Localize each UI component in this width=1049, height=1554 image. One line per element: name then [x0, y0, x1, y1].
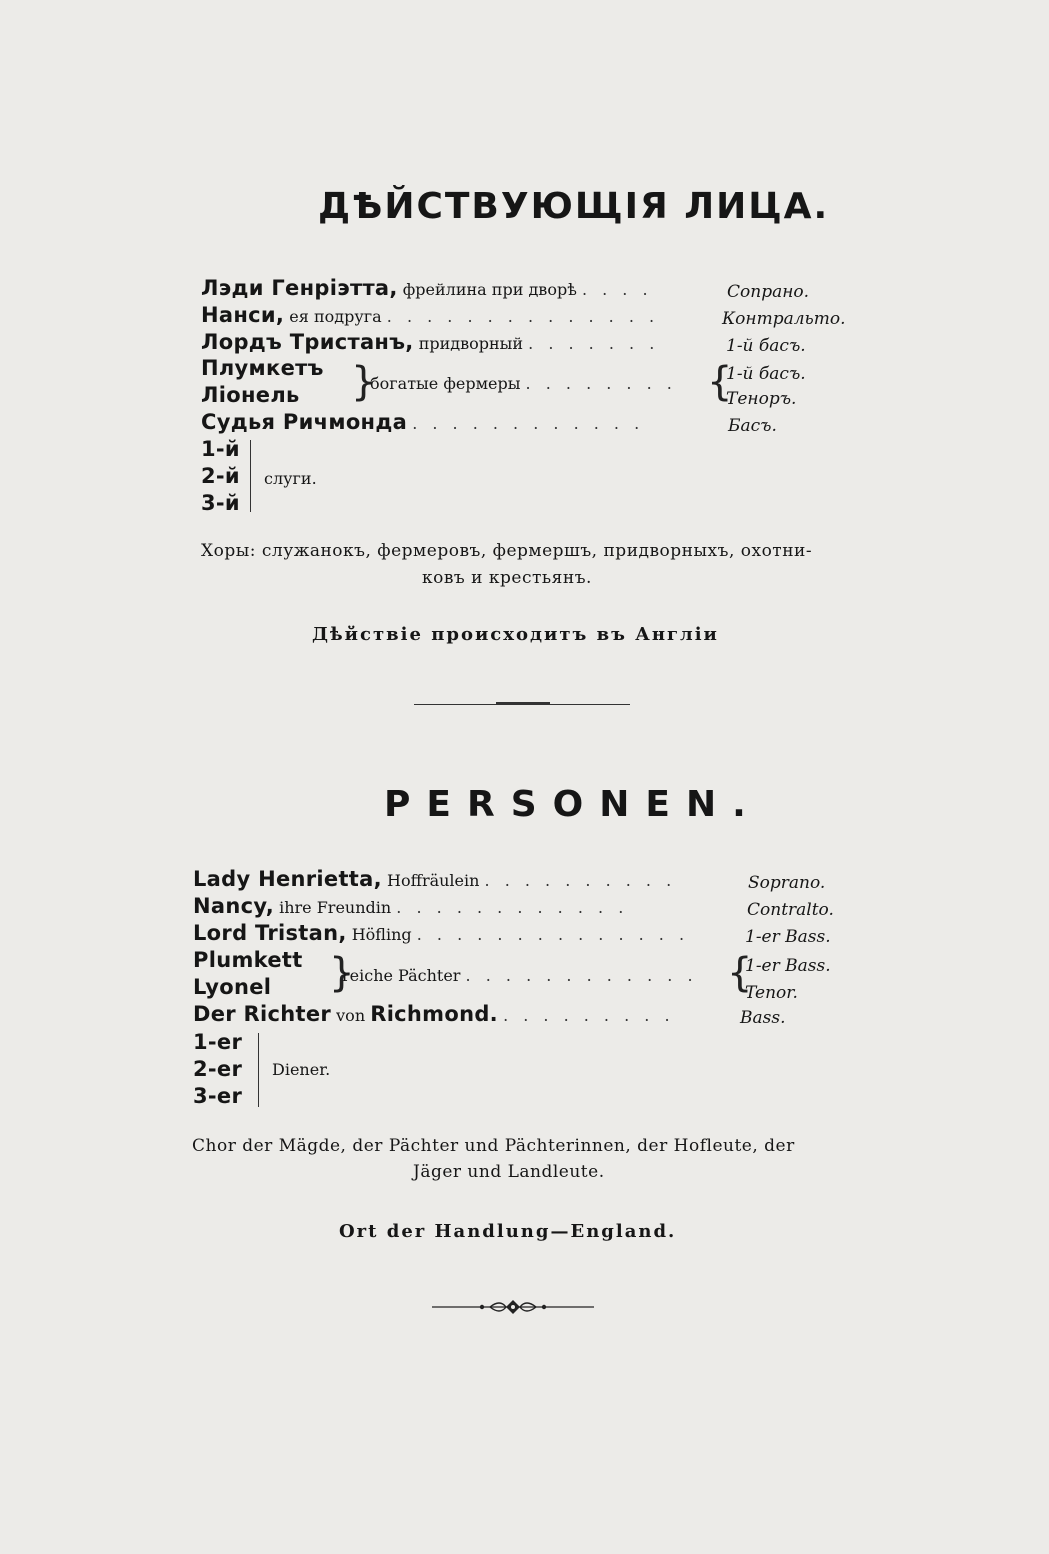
servants-bracket-line [258, 1033, 259, 1107]
de-judge-von: von [336, 1006, 366, 1025]
de-servant: 2-er [193, 1057, 243, 1081]
ru-pair-name: Ліонель [201, 383, 300, 407]
ru-role-voice: 1-й басъ. [726, 336, 806, 356]
de-title: PERSONEN. [384, 784, 762, 825]
ru-role-name: Лордъ Тристанъ, [201, 330, 414, 354]
de-place: Ort der Handlung—England. [339, 1221, 677, 1242]
de-role-row [193, 867, 676, 893]
brace-icon: } [351, 359, 377, 405]
ru-servants-desc: слуги. [264, 469, 317, 488]
leader-dots: . . . . . . . . . . . . . . [386, 307, 660, 326]
ru-pair-voice: Теноръ. [726, 389, 797, 409]
ru-chorus-line2: ковъ и крестьянъ. [422, 568, 592, 588]
leader-dots: . . . . . . . [528, 334, 660, 353]
de-servants-desc: Diener. [272, 1060, 331, 1079]
de-chorus-line2: Jäger und Landleute. [413, 1162, 605, 1182]
ru-role-name: Нанси, [201, 303, 285, 327]
leader-dots: . . . . . . . . . . . . [412, 414, 645, 433]
ru-role-row [201, 303, 659, 329]
leader-dots: . . . . . . . . . . . . [396, 898, 629, 917]
leader-dots: . . . . . . . . . . [484, 871, 677, 890]
de-pair-name: Plumkett [193, 948, 303, 972]
brace-icon: } [329, 950, 355, 996]
ru-pair-voice: 1-й басъ. [726, 364, 806, 384]
de-judge-voice: Bass. [740, 1008, 786, 1028]
section-divider-thick [496, 702, 550, 705]
ru-servant: 3-й [201, 491, 240, 515]
de-pair-desc: reiche Pächter [342, 966, 461, 985]
ru-role-voice: Сопрано. [727, 282, 810, 302]
leader-dots: . . . . . . . . . . . . [465, 966, 698, 985]
de-servant: 1-er [193, 1030, 243, 1054]
ru-role-desc: фрейлина при дворѣ [402, 280, 577, 299]
leader-dots: . . . . . . . . [525, 374, 677, 393]
brace-icon: { [707, 359, 733, 405]
de-judge-name: Der Richter [193, 1002, 332, 1026]
de-pair-voice: 1-er Bass. [745, 956, 831, 976]
ru-judge-voice: Басъ. [728, 416, 777, 436]
ru-role-name: Лэди Генріэтта, [201, 276, 398, 300]
de-role-row [193, 894, 628, 920]
de-pair-voice: Tenor. [745, 983, 798, 1003]
de-role-desc: Hoffräulein [386, 871, 480, 890]
de-judge-row [193, 1002, 675, 1028]
de-role-voice: Contralto. [747, 900, 834, 920]
servants-bracket-line [250, 440, 251, 512]
de-role-name: Lady Henrietta, [193, 867, 382, 891]
leader-dots: . . . . [581, 280, 653, 299]
ru-role-desc: придворный [418, 334, 524, 353]
ru-chorus-line1: Хоры: служанокъ, фермеровъ, фермершъ, придворныхъ, охотни- [201, 541, 813, 561]
ru-pair-desc: богатые фермеры [370, 374, 521, 393]
ru-servant: 2-й [201, 464, 240, 488]
ru-servant: 1-й [201, 437, 240, 461]
ru-role-voice: Контральто. [722, 309, 846, 329]
ru-pair-desc-row [370, 374, 677, 393]
de-pair-name: Lyonel [193, 975, 272, 999]
leader-dots: . . . . . . . . . [503, 1006, 675, 1025]
de-role-name: Nancy, [193, 894, 274, 918]
de-judge-city: Richmond. [370, 1002, 498, 1026]
de-role-desc: Höfling [351, 925, 412, 944]
de-role-voice: 1-er Bass. [745, 927, 831, 947]
de-role-row [193, 921, 689, 947]
ru-place: Дѣйствіе происходитъ въ Англіи [312, 624, 719, 645]
ornament-icon [430, 1296, 596, 1318]
de-pair-desc-row [342, 966, 698, 985]
de-servant: 3-er [193, 1084, 243, 1108]
ru-judge-row [201, 410, 644, 436]
de-chorus-line1: Chor der Mägde, der Pächter und Pächterinnen, der Hofleute, der [192, 1136, 795, 1156]
ru-role-desc: ея подруга [289, 307, 382, 326]
ru-judge-name: Судья Ричмонда [201, 410, 408, 434]
ru-role-row [201, 330, 659, 356]
ru-pair-name: Плумкетъ [201, 356, 324, 380]
ru-role-row [201, 276, 653, 302]
de-role-voice: Soprano. [748, 873, 826, 893]
brace-icon: { [727, 950, 753, 996]
leader-dots: . . . . . . . . . . . . . . [416, 925, 690, 944]
de-role-desc: ihre Freundin [279, 898, 392, 917]
de-role-name: Lord Tristan, [193, 921, 347, 945]
ru-title: ДѢЙСТВУЮЩІЯ ЛИЦА. [318, 186, 830, 227]
